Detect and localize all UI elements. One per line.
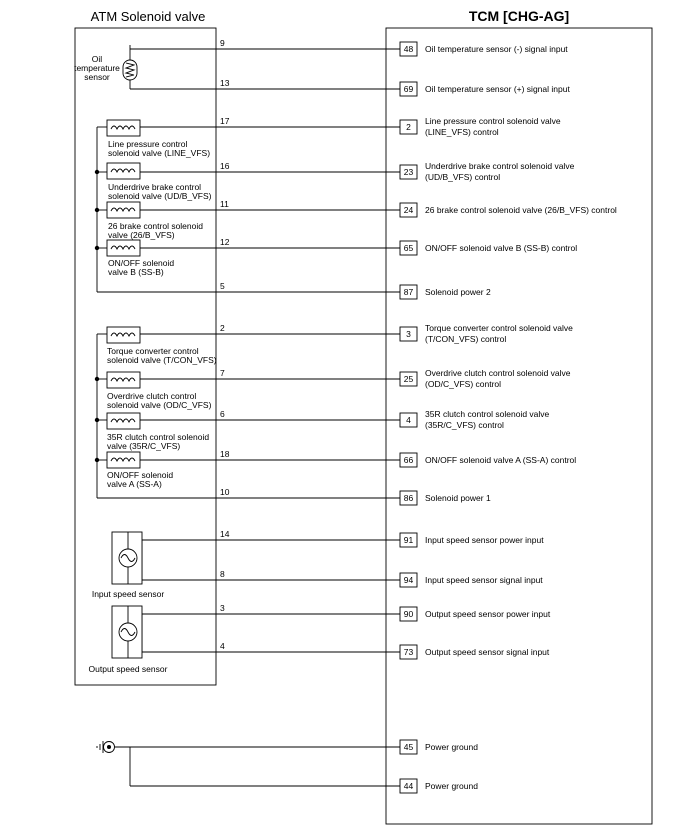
- oil-temp-label-1: Oil: [91, 54, 103, 64]
- signal-label: (OD/C_VFS) control: [425, 379, 502, 389]
- signal-label: Oil temperature sensor (+) signal input: [425, 84, 570, 94]
- signal-label: 26 brake control solenoid valve (26/B_VFS) control: [425, 205, 617, 215]
- signal-label: Oil temperature sensor (-) signal input: [425, 44, 568, 54]
- oil-temp-label-3: sensor: [84, 72, 110, 82]
- ss-b-label-2: valve B (SS-B): [108, 267, 164, 277]
- wire-number: 4: [220, 641, 225, 651]
- pin-number: 44: [403, 781, 414, 791]
- wire-number: 13: [220, 78, 230, 88]
- pin-number: 66: [403, 455, 414, 465]
- pin-number: 45: [403, 742, 414, 752]
- pin-number: 90: [403, 609, 414, 619]
- signal-label: Input speed sensor power input: [425, 535, 544, 545]
- signal-label: ON/OFF solenoid valve A (SS-A) control: [425, 455, 577, 465]
- udb-vfs-label-2: solenoid valve (UD/B_VFS): [108, 191, 212, 201]
- wire-number: 8: [220, 569, 225, 579]
- tcon-vfs-label-1: Torque converter control: [107, 346, 199, 356]
- connection-row-45: [130, 740, 478, 754]
- signal-label: ON/OFF solenoid valve B (SS-B) control: [425, 243, 578, 253]
- signal-label: Overdrive clutch control solenoid valve: [425, 368, 571, 378]
- output-speed-sensor-label: Output speed sensor: [88, 664, 168, 674]
- wire-number: 10: [220, 487, 230, 497]
- signal-label: Input speed sensor signal input: [425, 575, 543, 585]
- signal-label: 35R clutch control solenoid valve: [425, 409, 550, 419]
- pin-number: 2: [406, 122, 411, 132]
- ss-a-label-1: ON/OFF solenoid: [107, 470, 174, 480]
- pin-number: 65: [403, 243, 414, 253]
- connection-row-44: [130, 779, 478, 793]
- signal-label: Output speed sensor signal input: [425, 647, 550, 657]
- signal-label: (T/CON_VFS) control: [425, 334, 507, 344]
- udb-vfs-label-1: Underdrive brake control: [108, 182, 202, 192]
- signal-label: Torque converter control solenoid valve: [425, 323, 573, 333]
- wire-number: 3: [220, 603, 225, 613]
- signal-label: Output speed sensor power input: [425, 609, 551, 619]
- signal-label: Underdrive brake control solenoid valve: [425, 161, 575, 171]
- wire-number: 11: [220, 199, 229, 209]
- odc-vfs-label-2: solenoid valve (OD/C_VFS): [107, 400, 212, 410]
- signal-label: (LINE_VFS) control: [425, 127, 499, 137]
- tcon-vfs-label-2: solenoid valve (T/CON_VFS): [107, 355, 217, 365]
- oil-temp-label-2: temperature: [74, 63, 120, 73]
- wire-number: 9: [220, 38, 225, 48]
- signal-label: (UD/B_VFS) control: [425, 172, 501, 182]
- pin-number: 3: [406, 329, 411, 339]
- wire-number: 5: [220, 281, 225, 291]
- wire-number: 18: [220, 449, 230, 459]
- pin-number: 48: [403, 44, 414, 54]
- ss-b-label-1: ON/OFF solenoid: [108, 258, 175, 268]
- ss-a-label-2: valve A (SS-A): [107, 479, 162, 489]
- signal-label: (35R/C_VFS) control: [425, 420, 504, 430]
- signal-label: Power ground: [425, 742, 478, 752]
- pin-number: 94: [403, 575, 414, 585]
- input-speed-sensor-label: Input speed sensor: [91, 589, 165, 599]
- wire-number: 16: [220, 161, 230, 171]
- line-vfs-label-2: solenoid valve (LINE_VFS): [108, 148, 211, 158]
- line-vfs-label-1: Line pressure control: [108, 139, 188, 149]
- b26-vfs-label-2: valve (26/B_VFS): [108, 230, 175, 240]
- tcm-title: TCM [CHG-AG]: [468, 8, 570, 24]
- wire-number: 14: [220, 529, 230, 539]
- wire-number: 17: [220, 116, 230, 126]
- wire-number: 7: [220, 368, 225, 378]
- wire-number: 2: [220, 323, 225, 333]
- odc-vfs-label-1: Overdrive clutch control: [107, 391, 197, 401]
- r35c-vfs-label-2: valve (35R/C_VFS): [107, 441, 181, 451]
- pin-number: 73: [403, 647, 414, 657]
- signal-label: Solenoid power 1: [425, 493, 491, 503]
- pin-number: 23: [403, 167, 414, 177]
- r35c-vfs-label-1: 35R clutch control solenoid: [107, 432, 210, 442]
- pin-number: 86: [403, 493, 414, 503]
- signal-label: Solenoid power 2: [425, 287, 491, 297]
- pin-number: 25: [403, 374, 414, 384]
- signal-label: Power ground: [425, 781, 478, 791]
- pin-number: 91: [403, 535, 414, 545]
- wire-number: 12: [220, 237, 230, 247]
- signal-label: Line pressure control solenoid valve: [425, 116, 561, 126]
- pin-number: 4: [406, 415, 411, 425]
- ground-symbol: [97, 741, 130, 786]
- pin-number: 69: [403, 84, 414, 94]
- atm-solenoid-valve-title: ATM Solenoid valve: [90, 9, 206, 24]
- pin-number: 24: [403, 205, 414, 215]
- b26-vfs-label-1: 26 brake control solenoid: [108, 221, 203, 231]
- pin-number: 87: [403, 287, 414, 297]
- wire-number: 6: [220, 409, 225, 419]
